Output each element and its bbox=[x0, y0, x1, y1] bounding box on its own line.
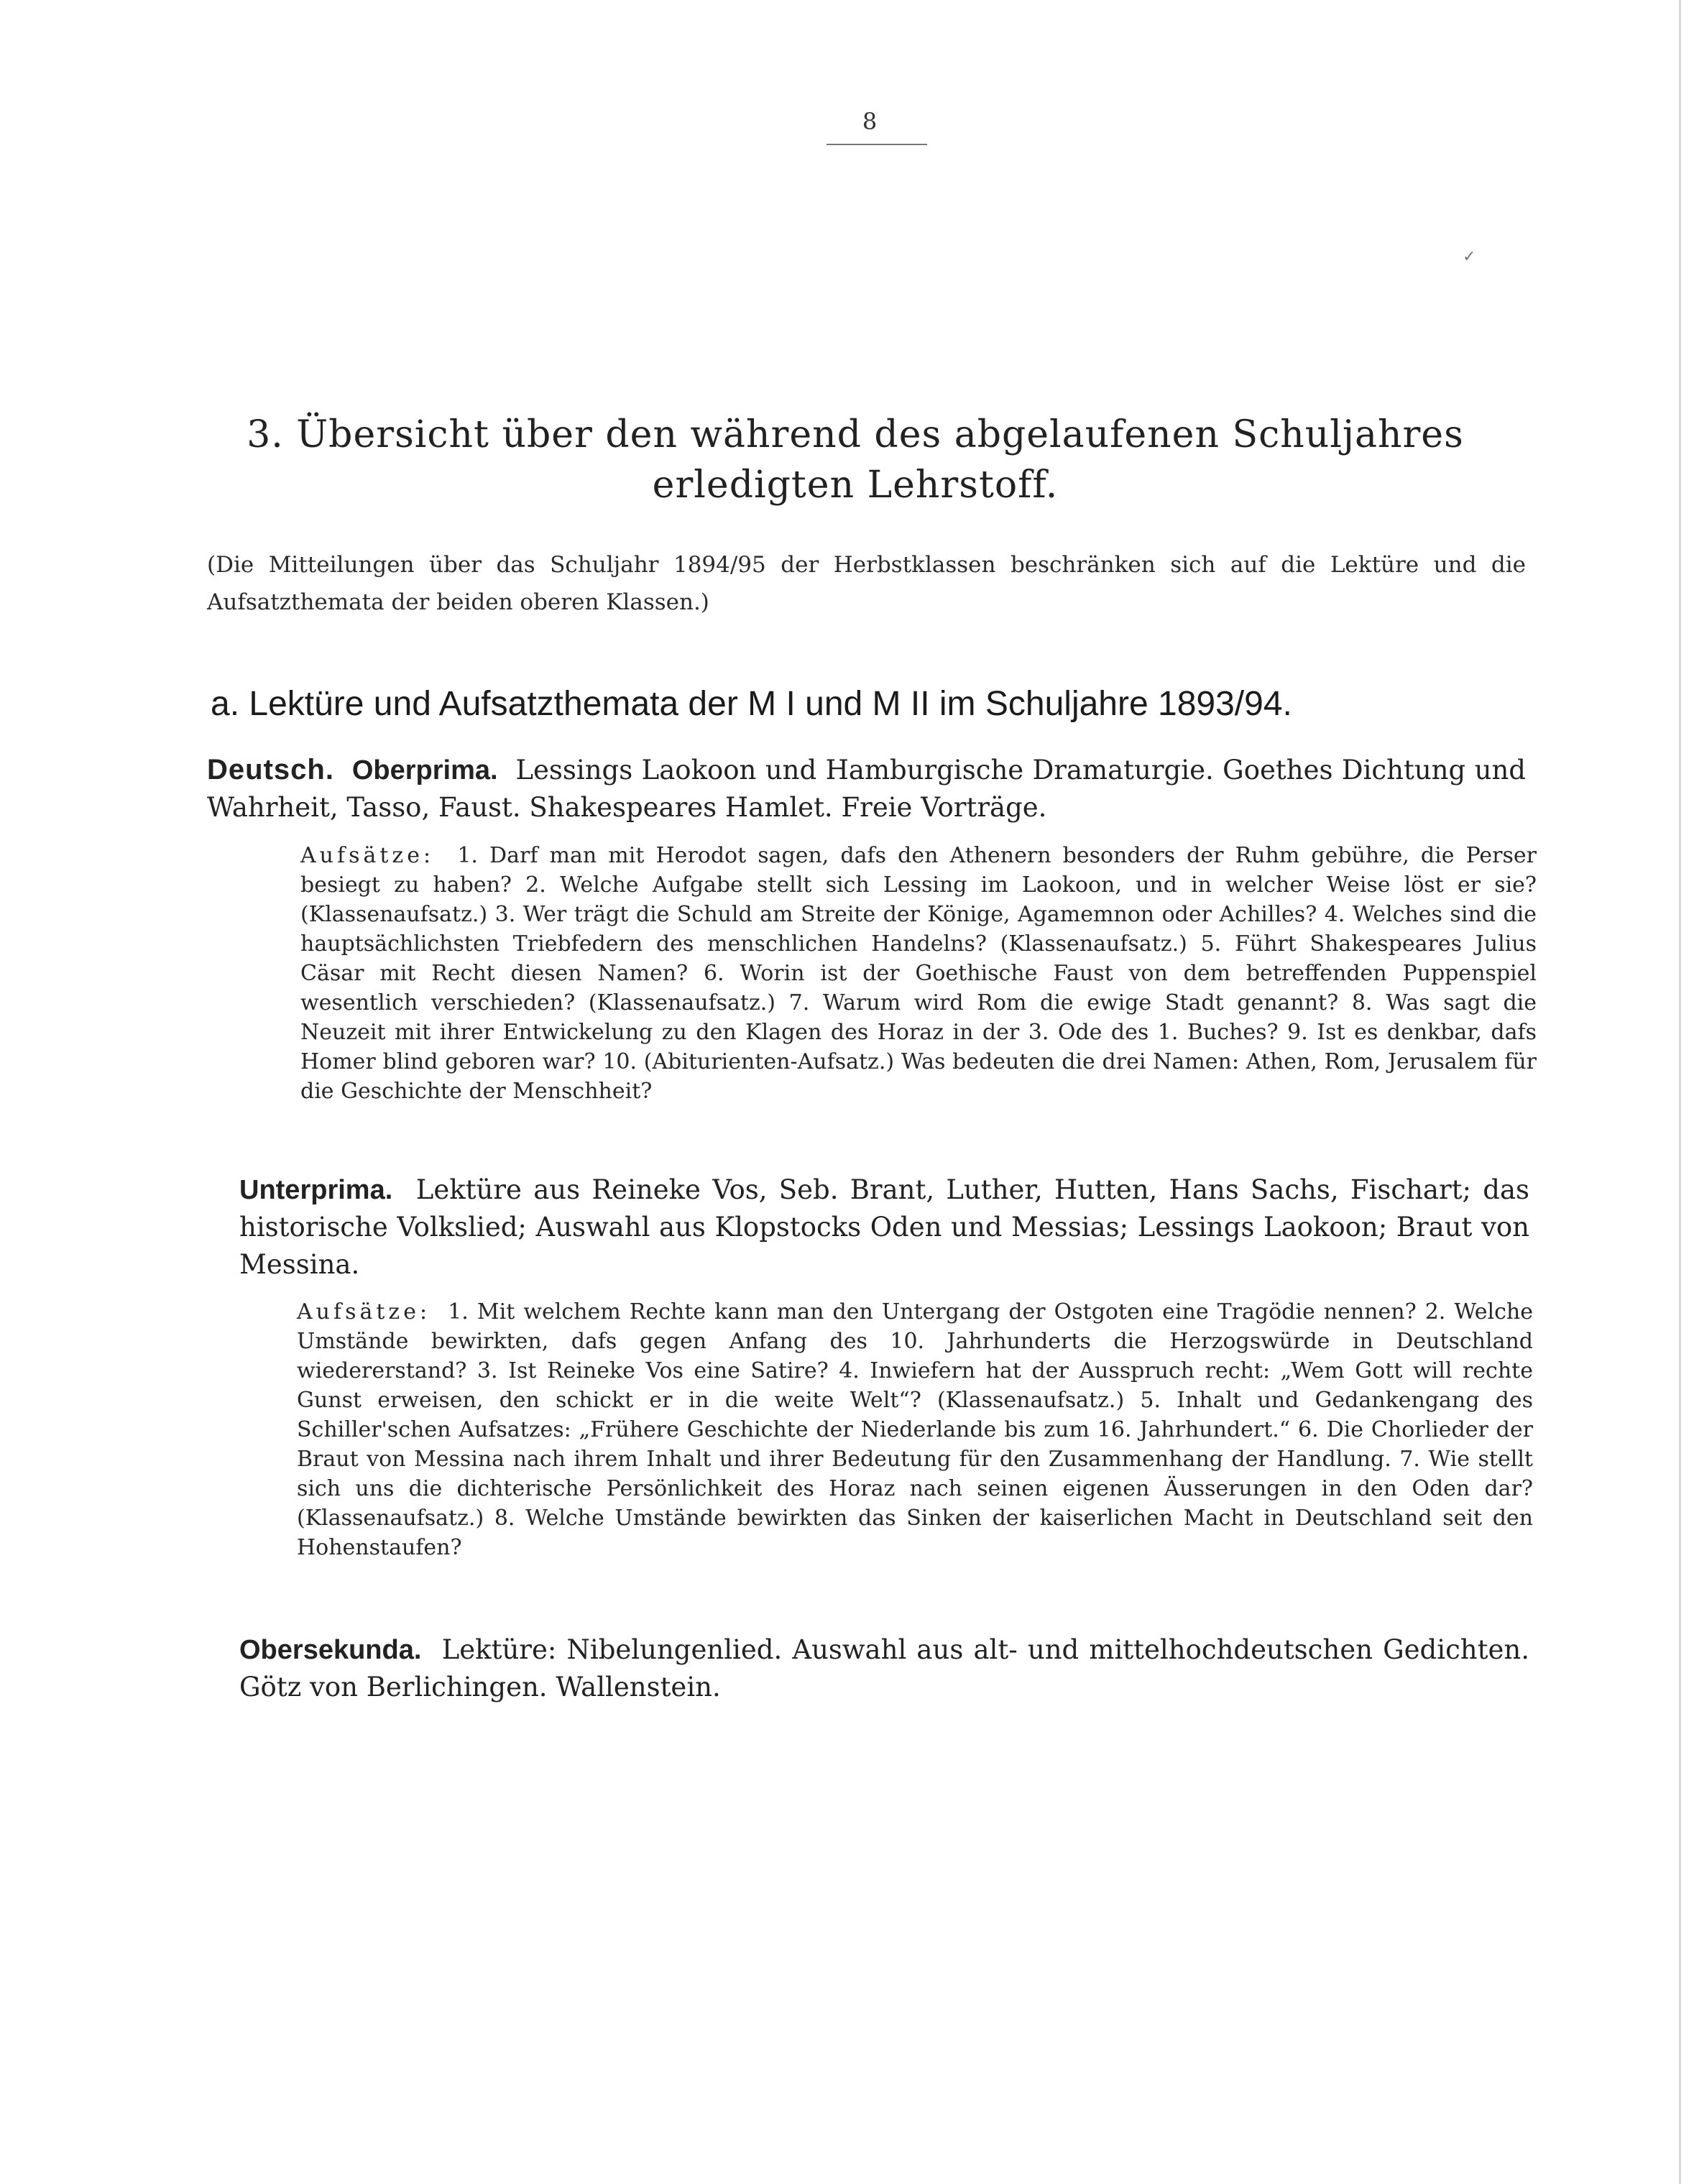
unterprima-reading: Lektüre aus Reineke Vos, Seb. Brant, Luther, Hutten, Hans Sachs, Fischart; das historische Volkslied; Auswahl aus Klopstocks Oden und Messias; Lessings Laokoon; Braut von Messina. bbox=[239, 1174, 1529, 1280]
obersekunda-reading: Lektüre: Nibelungenlied. Auswahl aus alt- und mittelhochdeutschen Gedichten. Götz von Berlichingen. Wallenstein. bbox=[239, 1634, 1529, 1702]
oberprima-reading-paragraph bbox=[207, 751, 1526, 826]
stray-check-mark: ✓ bbox=[1463, 248, 1476, 266]
subsection-heading: a. Lektüre und Aufsatzthemata der M I und M II im Schuljahre 1893/94. bbox=[211, 685, 1292, 723]
section-title-line-2: erledigten Lehrstoff. bbox=[652, 464, 1059, 507]
unterprima-essays-paragraph bbox=[297, 1297, 1533, 1562]
page-edge-border bbox=[1679, 0, 1681, 2184]
class-label-oberprima: Oberprima. bbox=[351, 755, 498, 785]
unterprima-essays-label: Aufsätze: bbox=[297, 1299, 431, 1324]
class-label-obersekunda: Obersekunda. bbox=[239, 1635, 422, 1665]
subject-heading-deutsch: Deutsch. bbox=[207, 754, 334, 785]
page-number: 8 bbox=[862, 108, 878, 135]
unterprima-reading-paragraph bbox=[239, 1171, 1529, 1284]
section-title-line-1: 3. Übersicht über den während des abgelaufenen Schuljahres bbox=[247, 413, 1464, 456]
oberprima-essays-paragraph bbox=[300, 841, 1537, 1106]
unterprima-essays: 1. Mit welchem Rechte kann man den Untergang der Ostgoten eine Tragödie nennen? 2. Welche Umstände bewirkten, dafs gegen Anfang des 10. Jahrhunderts die Herzogswürde in Deutschland wiedererstand? 3. Ist Reineke Vos eine Satire? 4. Inwiefern hat der Ausspruch recht: „Wem Gott will rechte Gunst erweisen, den schickt er in die weite Welt“? (Klassenaufsatz.) 5. Inhalt und Gedankengang des Schiller'schen Aufsatzes: „Frühere Geschichte der Niederlande bis zum 16. Jahrhundert.“ 6. Die Chorlieder der Braut von Messina nach ihrem Inhalt und ihrer Bedeutung für den Zusammenhang der Handlung. 7. Wie stellt sich uns die dichterische Persönlichkeit des Horaz nach seinen eigenen Äusserungen in den Oden dar? (Klassenaufsatz.) 8. Welche Umstände bewirkten das Sinken der kaiserlichen Macht in Deutschland seit den Hohenstaufen? bbox=[297, 1299, 1534, 1560]
intro-note: (Die Mitteilungen über das Schuljahr 1894/95 der Herbstklassen beschränken sich auf die Lektüre und die Aufsatzthemata der beiden oberen Klassen.) bbox=[207, 552, 1526, 615]
oberprima-essays: 1. Darf man mit Herodot sagen, dafs den Athenern besonders der Ruhm gebühre, die Perser besiegt zu haben? 2. Welche Aufgabe stellt sich Lessing im Laokoon, und in welcher Weise löst er sie? (Klassenaufsatz.) 3. Wer trägt die Schuld am Streite der Könige, Agamemnon oder Achilles? 4. Welches sind die hauptsächlichsten Triebfedern des menschlichen Handelns? (Klassenaufsatz.) 5. Führt Shakespeares Julius Cäsar mit Recht diesen Namen? 6. Worin ist der Goethische Faust von dem betreffenden Puppenspiel wesentlich verschieden? (Klassenaufsatz.) 7. Warum wird Rom die ewige Stadt genannt? 8. Was sagt die Neuzeit mit ihrer Entwickelung zu den Klagen des Horaz in der 3. Ode des 1. Buches? 9. Ist es denkbar, dafs Homer blind geboren war? 10. (Abiturienten-Aufsatz.) Was bedeuten die drei Namen: Athen, Rom, Jerusalem für die Geschichte der Menschheit? bbox=[300, 843, 1537, 1104]
oberprima-reading: Lessings Laokoon und Hamburgische Dramaturgie. Goethes Dichtung und Wahrheit, Tasso, Faust. Shakespeares Hamlet. Freie Vorträge. bbox=[207, 755, 1526, 823]
oberprima-essays-label: Aufsätze: bbox=[300, 843, 435, 868]
page-number-rule bbox=[827, 144, 927, 145]
obersekunda-reading-paragraph bbox=[239, 1631, 1529, 1706]
class-label-unterprima: Unterprima. bbox=[239, 1175, 393, 1205]
section-title bbox=[216, 410, 1495, 510]
